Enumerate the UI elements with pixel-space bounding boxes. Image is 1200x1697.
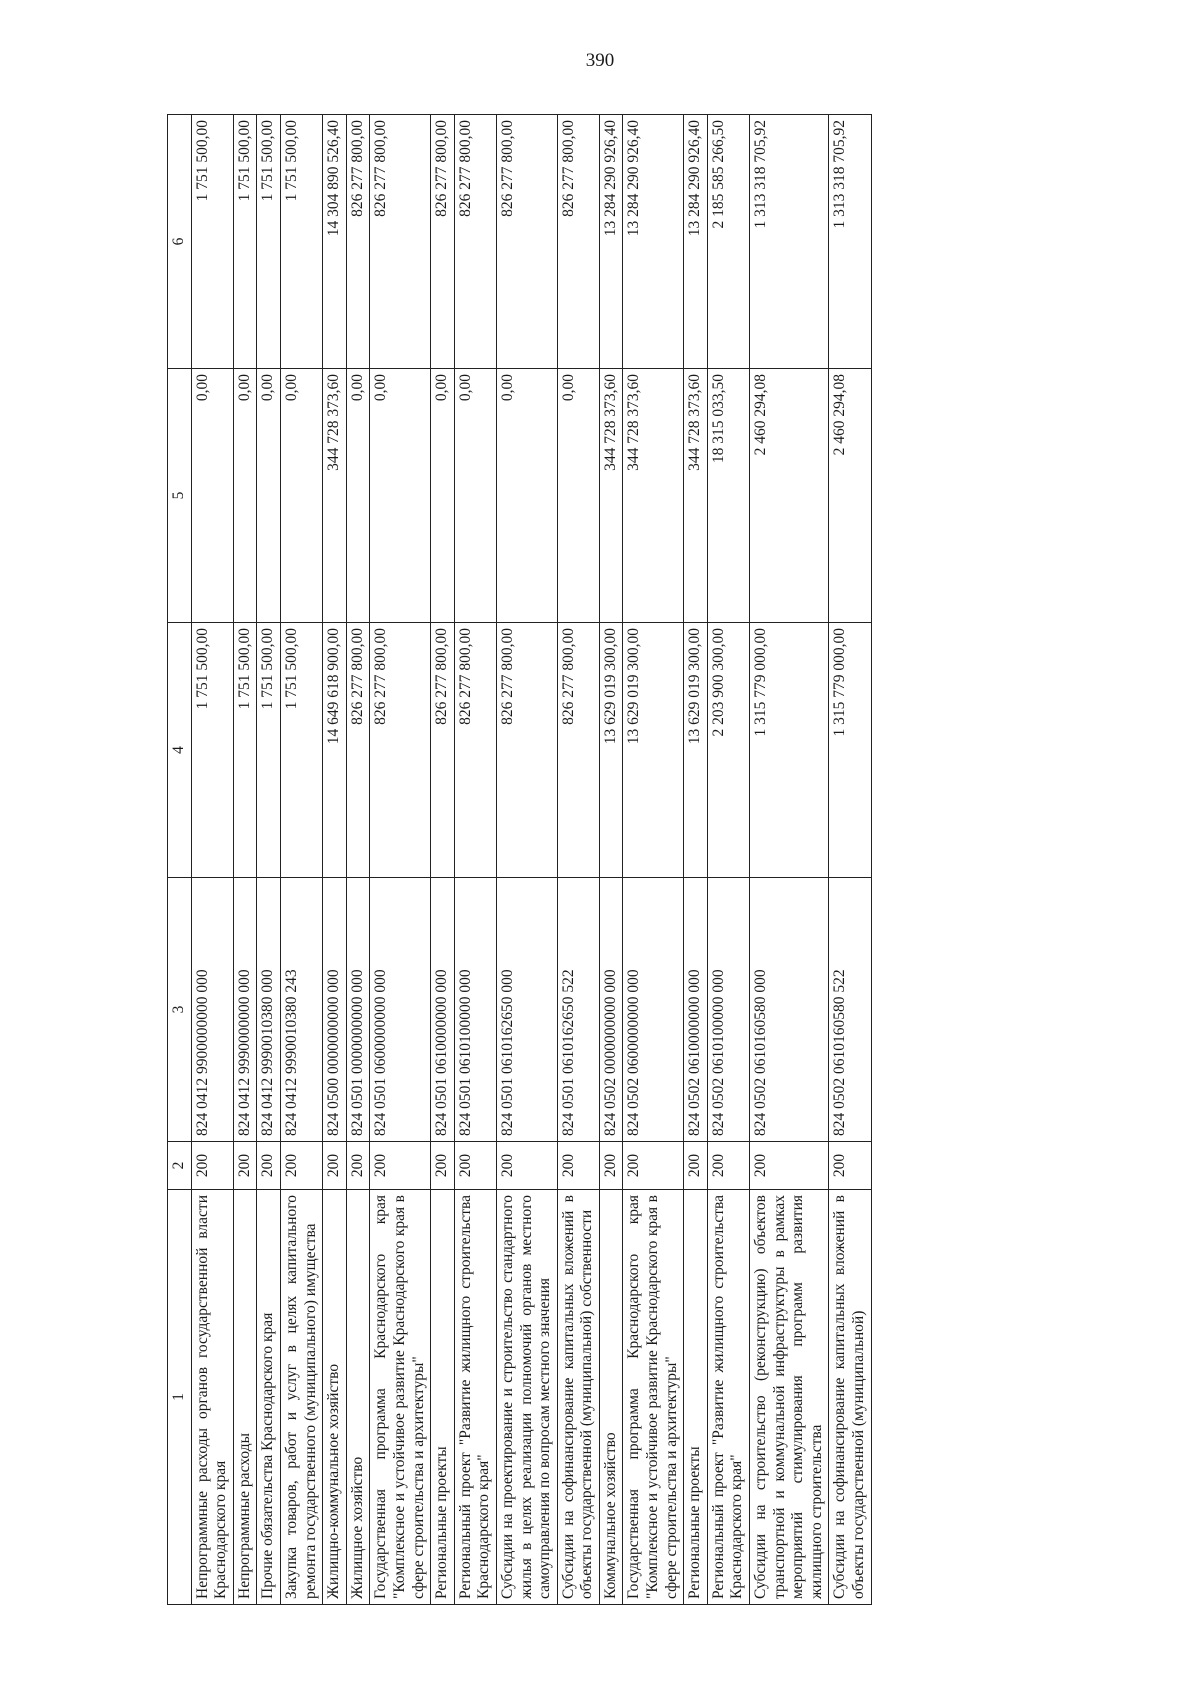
row-value-col6: 1 751 500,00: [233, 115, 257, 369]
table-row: [707, 115, 749, 1605]
row-budget-code: 824 0412 9990010380 000: [257, 878, 281, 1142]
row-code-200: 200: [370, 1142, 431, 1190]
row-name: Субсидии на софинансирование капитальных вложений в объекты государственной (муниципальной) собственности: [557, 1190, 599, 1605]
row-name: Непрограммные расходы органов государственной власти Краснодарского края: [191, 1190, 233, 1605]
row-value-col6: 1 313 318 705,92: [829, 115, 871, 369]
row-name: Жилищное хозяйство: [346, 1190, 370, 1605]
row-budget-code: 824 0412 9900000000 000: [191, 878, 233, 1142]
table-row: [191, 115, 233, 1605]
column-header: 4: [168, 623, 192, 878]
row-value-col4: 13 629 019 300,00: [684, 623, 708, 878]
row-value-col4: 1 751 500,00: [233, 623, 257, 878]
row-code-200: 200: [684, 1142, 708, 1190]
row-value-col6: 826 277 800,00: [496, 115, 557, 369]
row-code-200: 200: [829, 1142, 871, 1190]
row-code-200: 200: [557, 1142, 599, 1190]
row-code-200: 200: [454, 1142, 496, 1190]
row-name: Региональные проекты: [431, 1190, 455, 1605]
row-value-col4: 1 751 500,00: [280, 623, 322, 878]
row-value-col6: 1 751 500,00: [257, 115, 281, 369]
row-code-200: 200: [431, 1142, 455, 1190]
row-budget-code: 824 0500 0000000000 000: [323, 878, 347, 1142]
row-value-col5: 2 460 294,08: [829, 369, 871, 623]
row-code-200: 200: [750, 1142, 829, 1190]
row-budget-code: 824 0501 0000000000 000: [346, 878, 370, 1142]
page-number: 390: [585, 50, 615, 71]
table-row: [454, 115, 496, 1605]
table-row: [280, 115, 322, 1605]
row-value-col5: 18 315 033,50: [707, 369, 749, 623]
table-row: [750, 115, 829, 1605]
row-budget-code: 824 0502 0610160580 522: [829, 878, 871, 1142]
row-code-200: 200: [599, 1142, 623, 1190]
table-header-row: [168, 115, 192, 1605]
column-header: 2: [168, 1142, 192, 1190]
row-value-col6: 826 277 800,00: [557, 115, 599, 369]
row-name: Прочие обязательства Краснодарского края: [257, 1190, 281, 1605]
row-code-200: 200: [323, 1142, 347, 1190]
row-value-col4: 13 629 019 300,00: [599, 623, 623, 878]
table-row: [496, 115, 557, 1605]
row-code-200: 200: [191, 1142, 233, 1190]
row-code-200: 200: [346, 1142, 370, 1190]
table-row: [684, 115, 708, 1605]
table-row: [557, 115, 599, 1605]
row-value-col5: 0,00: [233, 369, 257, 623]
row-budget-code: 824 0501 0610100000 000: [454, 878, 496, 1142]
row-name: Государственная программа Краснодарского края "Комплексное и устойчивое развитие Краснодарского края в сфере строительства и архитектуры": [370, 1190, 431, 1605]
row-value-col6: 13 284 290 926,40: [599, 115, 623, 369]
row-value-col4: 1 315 779 000,00: [750, 623, 829, 878]
row-budget-code: 824 0502 0600000000 000: [623, 878, 684, 1142]
row-value-col4: 826 277 800,00: [370, 623, 431, 878]
row-value-col5: 344 728 373,60: [623, 369, 684, 623]
row-name: Жилищно-коммунальное хозяйство: [323, 1190, 347, 1605]
row-value-col4: 826 277 800,00: [431, 623, 455, 878]
column-header: 1: [168, 1190, 192, 1605]
row-code-200: 200: [233, 1142, 257, 1190]
row-value-col4: 14 649 618 900,00: [323, 623, 347, 878]
row-value-col6: 826 277 800,00: [346, 115, 370, 369]
row-name: Региональный проект "Развитие жилищного строительства Краснодарского края": [707, 1190, 749, 1605]
row-name: Субсидии на софинансирование капитальных вложений в объекты государственной (муниципальной): [829, 1190, 871, 1605]
row-code-200: 200: [707, 1142, 749, 1190]
row-budget-code: 824 0501 0600000000 000: [370, 878, 431, 1142]
table-row: [233, 115, 257, 1605]
row-budget-code: 824 0502 0610100000 000: [707, 878, 749, 1142]
row-value-col5: 2 460 294,08: [750, 369, 829, 623]
row-value-col4: 826 277 800,00: [496, 623, 557, 878]
table-row: [257, 115, 281, 1605]
row-value-col6: 826 277 800,00: [370, 115, 431, 369]
row-budget-code: 824 0502 0000000000 000: [599, 878, 623, 1142]
table-row: [599, 115, 623, 1605]
row-value-col6: 1 313 318 705,92: [750, 115, 829, 369]
row-name: Закупка товаров, работ и услуг в целях капитального ремонта государственного (муниципального) имущества: [280, 1190, 322, 1605]
rotated-table-container: [167, 115, 1047, 1605]
table-row: [370, 115, 431, 1605]
row-value-col4: 1 751 500,00: [257, 623, 281, 878]
row-value-col6: 13 284 290 926,40: [623, 115, 684, 369]
row-code-200: 200: [496, 1142, 557, 1190]
row-name: Региональные проекты: [684, 1190, 708, 1605]
row-value-col4: 826 277 800,00: [454, 623, 496, 878]
row-budget-code: 824 0502 0610000000 000: [684, 878, 708, 1142]
row-value-col6: 826 277 800,00: [431, 115, 455, 369]
row-value-col4: 2 203 900 300,00: [707, 623, 749, 878]
table-row: [431, 115, 455, 1605]
row-budget-code: 824 0501 0610000000 000: [431, 878, 455, 1142]
row-code-200: 200: [257, 1142, 281, 1190]
table-row: [323, 115, 347, 1605]
row-value-col4: 1 315 779 000,00: [829, 623, 871, 878]
row-value-col4: 826 277 800,00: [557, 623, 599, 878]
row-value-col5: 0,00: [346, 369, 370, 623]
row-value-col5: 344 728 373,60: [599, 369, 623, 623]
row-name: Непрограммные расходы: [233, 1190, 257, 1605]
row-value-col6: 2 185 585 266,50: [707, 115, 749, 369]
row-value-col6: 13 284 290 926,40: [684, 115, 708, 369]
row-budget-code: 824 0412 9990010380 243: [280, 878, 322, 1142]
row-budget-code: 824 0502 0610160580 000: [750, 878, 829, 1142]
row-value-col5: 0,00: [431, 369, 455, 623]
column-header: 6: [168, 115, 192, 369]
row-value-col5: 344 728 373,60: [684, 369, 708, 623]
row-name: Государственная программа Краснодарского края "Комплексное и устойчивое развитие Краснодарского края в сфере строительства и архитектуры": [623, 1190, 684, 1605]
row-value-col5: 0,00: [496, 369, 557, 623]
row-value-col4: 13 629 019 300,00: [623, 623, 684, 878]
row-name: Субсидии на проектирование и строительство стандартного жилья в целях реализации полномочий органов местного самоуправления по вопросам местного значения: [496, 1190, 557, 1605]
row-value-col5: 0,00: [280, 369, 322, 623]
row-value-col6: 1 751 500,00: [280, 115, 322, 369]
row-name: Коммунальное хозяйство: [599, 1190, 623, 1605]
row-value-col5: 0,00: [257, 369, 281, 623]
table-row: [623, 115, 684, 1605]
budget-table: [167, 114, 872, 1605]
row-value-col6: 1 751 500,00: [191, 115, 233, 369]
row-code-200: 200: [623, 1142, 684, 1190]
row-value-col5: 0,00: [557, 369, 599, 623]
row-budget-code: 824 0501 0610162650 000: [496, 878, 557, 1142]
row-value-col5: 0,00: [191, 369, 233, 623]
table-body: [191, 115, 871, 1605]
row-value-col4: 1 751 500,00: [191, 623, 233, 878]
row-budget-code: 824 0412 9990000000 000: [233, 878, 257, 1142]
row-budget-code: 824 0501 0610162650 522: [557, 878, 599, 1142]
column-header: 3: [168, 878, 192, 1142]
row-value-col4: 826 277 800,00: [346, 623, 370, 878]
table-row: [346, 115, 370, 1605]
table-row: [829, 115, 871, 1605]
row-value-col5: 344 728 373,60: [323, 369, 347, 623]
row-code-200: 200: [280, 1142, 322, 1190]
row-value-col5: 0,00: [370, 369, 431, 623]
column-header: 5: [168, 369, 192, 623]
row-name: Субсидии на строительство (реконструкцию) объектов транспортной и коммунальной инфраструктуры в рамках мероприятий стимулирования программ развития жилищного строительства: [750, 1190, 829, 1605]
row-value-col5: 0,00: [454, 369, 496, 623]
row-value-col6: 14 304 890 526,40: [323, 115, 347, 369]
row-name: Региональный проект "Развитие жилищного строительства Краснодарского края": [454, 1190, 496, 1605]
row-value-col6: 826 277 800,00: [454, 115, 496, 369]
